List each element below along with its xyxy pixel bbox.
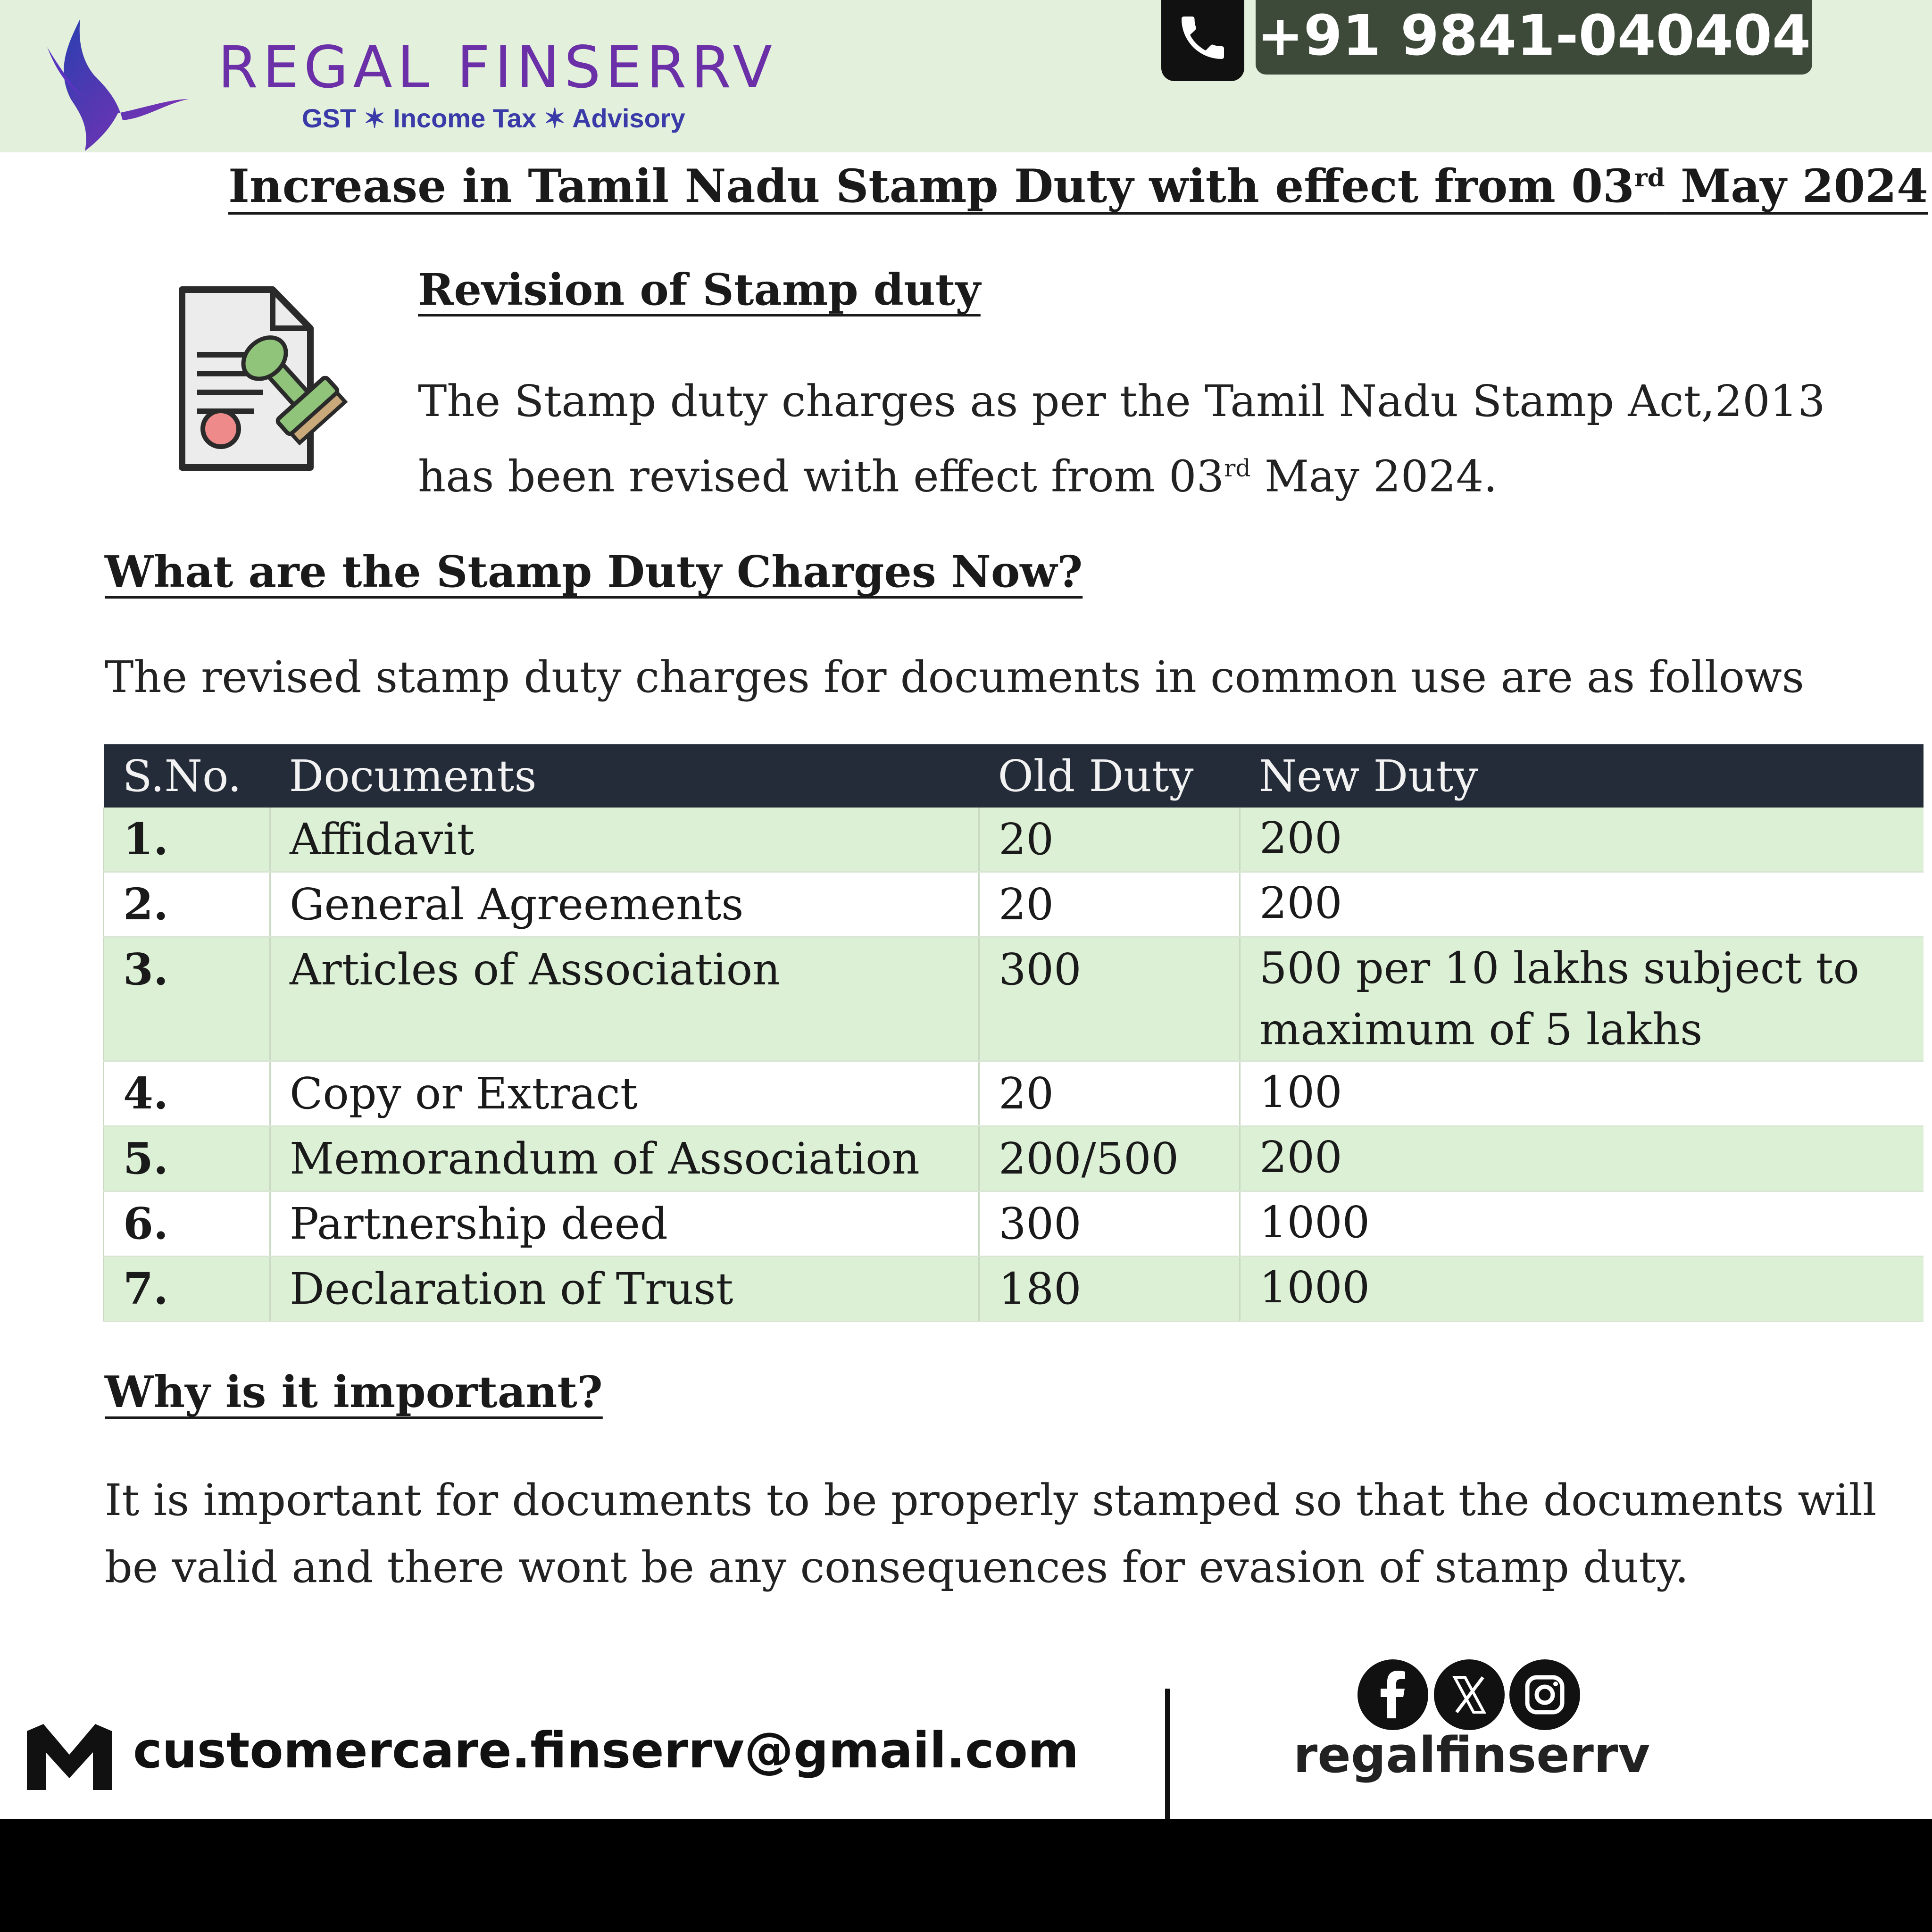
importance-heading: Why is it important? bbox=[105, 1366, 603, 1417]
mail-icon bbox=[25, 1722, 114, 1792]
table-row bbox=[104, 1191, 1924, 1257]
cell-document: General Agreements bbox=[270, 872, 979, 937]
column-header-new-duty: New Duty bbox=[1240, 744, 1924, 808]
cell-document: Affidavit bbox=[270, 808, 979, 872]
table-row bbox=[104, 872, 1924, 937]
cell-old-duty: 180 bbox=[979, 1257, 1240, 1322]
cell-new-duty: 1000 bbox=[1240, 1257, 1924, 1322]
cell-sno: 1. bbox=[104, 808, 270, 872]
x-icon[interactable] bbox=[1434, 1659, 1505, 1730]
facebook-icon[interactable] bbox=[1357, 1659, 1428, 1730]
charges-intro: The revised stamp duty charges for documents in common use are as follows bbox=[105, 652, 1804, 702]
cell-document: Memorandum of Association bbox=[270, 1126, 979, 1191]
cell-old-duty: 20 bbox=[979, 808, 1240, 872]
cell-new-duty: 1000 bbox=[1240, 1191, 1924, 1257]
cell-document: Declaration of Trust bbox=[270, 1257, 979, 1322]
charges-heading: What are the Stamp Duty Charges Now? bbox=[105, 546, 1083, 597]
table-header-row bbox=[104, 744, 1924, 808]
social-handle[interactable]: regalfinserrv bbox=[1293, 1726, 1650, 1784]
phone-number[interactable]: +91 9841-040404 bbox=[1256, 0, 1812, 75]
cell-document: Partnership deed bbox=[270, 1191, 979, 1257]
brand-name: REGAL FINSERRV bbox=[218, 34, 777, 101]
cell-new-duty: 100 bbox=[1240, 1061, 1924, 1126]
cell-document: Copy or Extract bbox=[270, 1061, 979, 1126]
cell-sno: 3. bbox=[104, 937, 270, 1061]
cell-document: Articles of Association bbox=[270, 937, 979, 1061]
cell-sno: 2. bbox=[104, 872, 270, 937]
cell-new-duty: 200 bbox=[1240, 872, 1924, 937]
footer-divider bbox=[1165, 1689, 1170, 1820]
bottom-black-bar bbox=[0, 1819, 1932, 1932]
cell-sno: 4. bbox=[104, 1061, 270, 1126]
cell-old-duty: 20 bbox=[979, 872, 1240, 937]
cell-new-duty: 200 bbox=[1240, 808, 1924, 872]
cell-old-duty: 20 bbox=[979, 1061, 1240, 1126]
cell-old-duty: 300 bbox=[979, 937, 1240, 1061]
cell-sno: 5. bbox=[104, 1126, 270, 1191]
email-link[interactable]: customercare.finserrv@gmail.com bbox=[133, 1722, 1079, 1779]
cell-old-duty: 300 bbox=[979, 1191, 1240, 1257]
eagle-logo-icon bbox=[38, 19, 198, 160]
revision-body: The Stamp duty charges as per the Tamil Nadu Stamp Act,2013 has been revised with effect from 03rd May 2024. bbox=[418, 376, 1825, 502]
importance-body: It is important for documents to be properly stamped so that the documents will be valid and there wont be any consequences for evasion of stamp duty. bbox=[105, 1475, 1877, 1592]
cell-new-duty: 500 per 10 lakhs subject to maximum of 5 lakhs bbox=[1240, 937, 1924, 1061]
stamp-duty-table bbox=[103, 744, 1924, 1322]
brand-tagline: GST ✶ Income Tax ✶ Advisory bbox=[302, 103, 685, 133]
cell-sno: 7. bbox=[104, 1257, 270, 1322]
document-stamp-icon bbox=[178, 286, 376, 479]
table-row bbox=[104, 1126, 1924, 1191]
cell-old-duty: 200/500 bbox=[979, 1126, 1240, 1191]
instagram-icon[interactable] bbox=[1509, 1659, 1580, 1730]
table-row bbox=[104, 808, 1924, 872]
table-row bbox=[104, 1061, 1924, 1126]
page-title: Increase in Tamil Nadu Stamp Duty with effect from 03rd May 2024 bbox=[228, 159, 1928, 213]
column-header-sno: S.No. bbox=[104, 744, 270, 808]
revision-heading: Revision of Stamp duty bbox=[418, 264, 981, 315]
column-header-old-duty: Old Duty bbox=[979, 744, 1240, 808]
cell-new-duty: 200 bbox=[1240, 1126, 1924, 1191]
table-row bbox=[104, 937, 1924, 1061]
table-row bbox=[104, 1257, 1924, 1322]
column-header-documents: Documents bbox=[270, 744, 979, 808]
phone-icon bbox=[1161, 0, 1244, 81]
cell-sno: 6. bbox=[104, 1191, 270, 1257]
